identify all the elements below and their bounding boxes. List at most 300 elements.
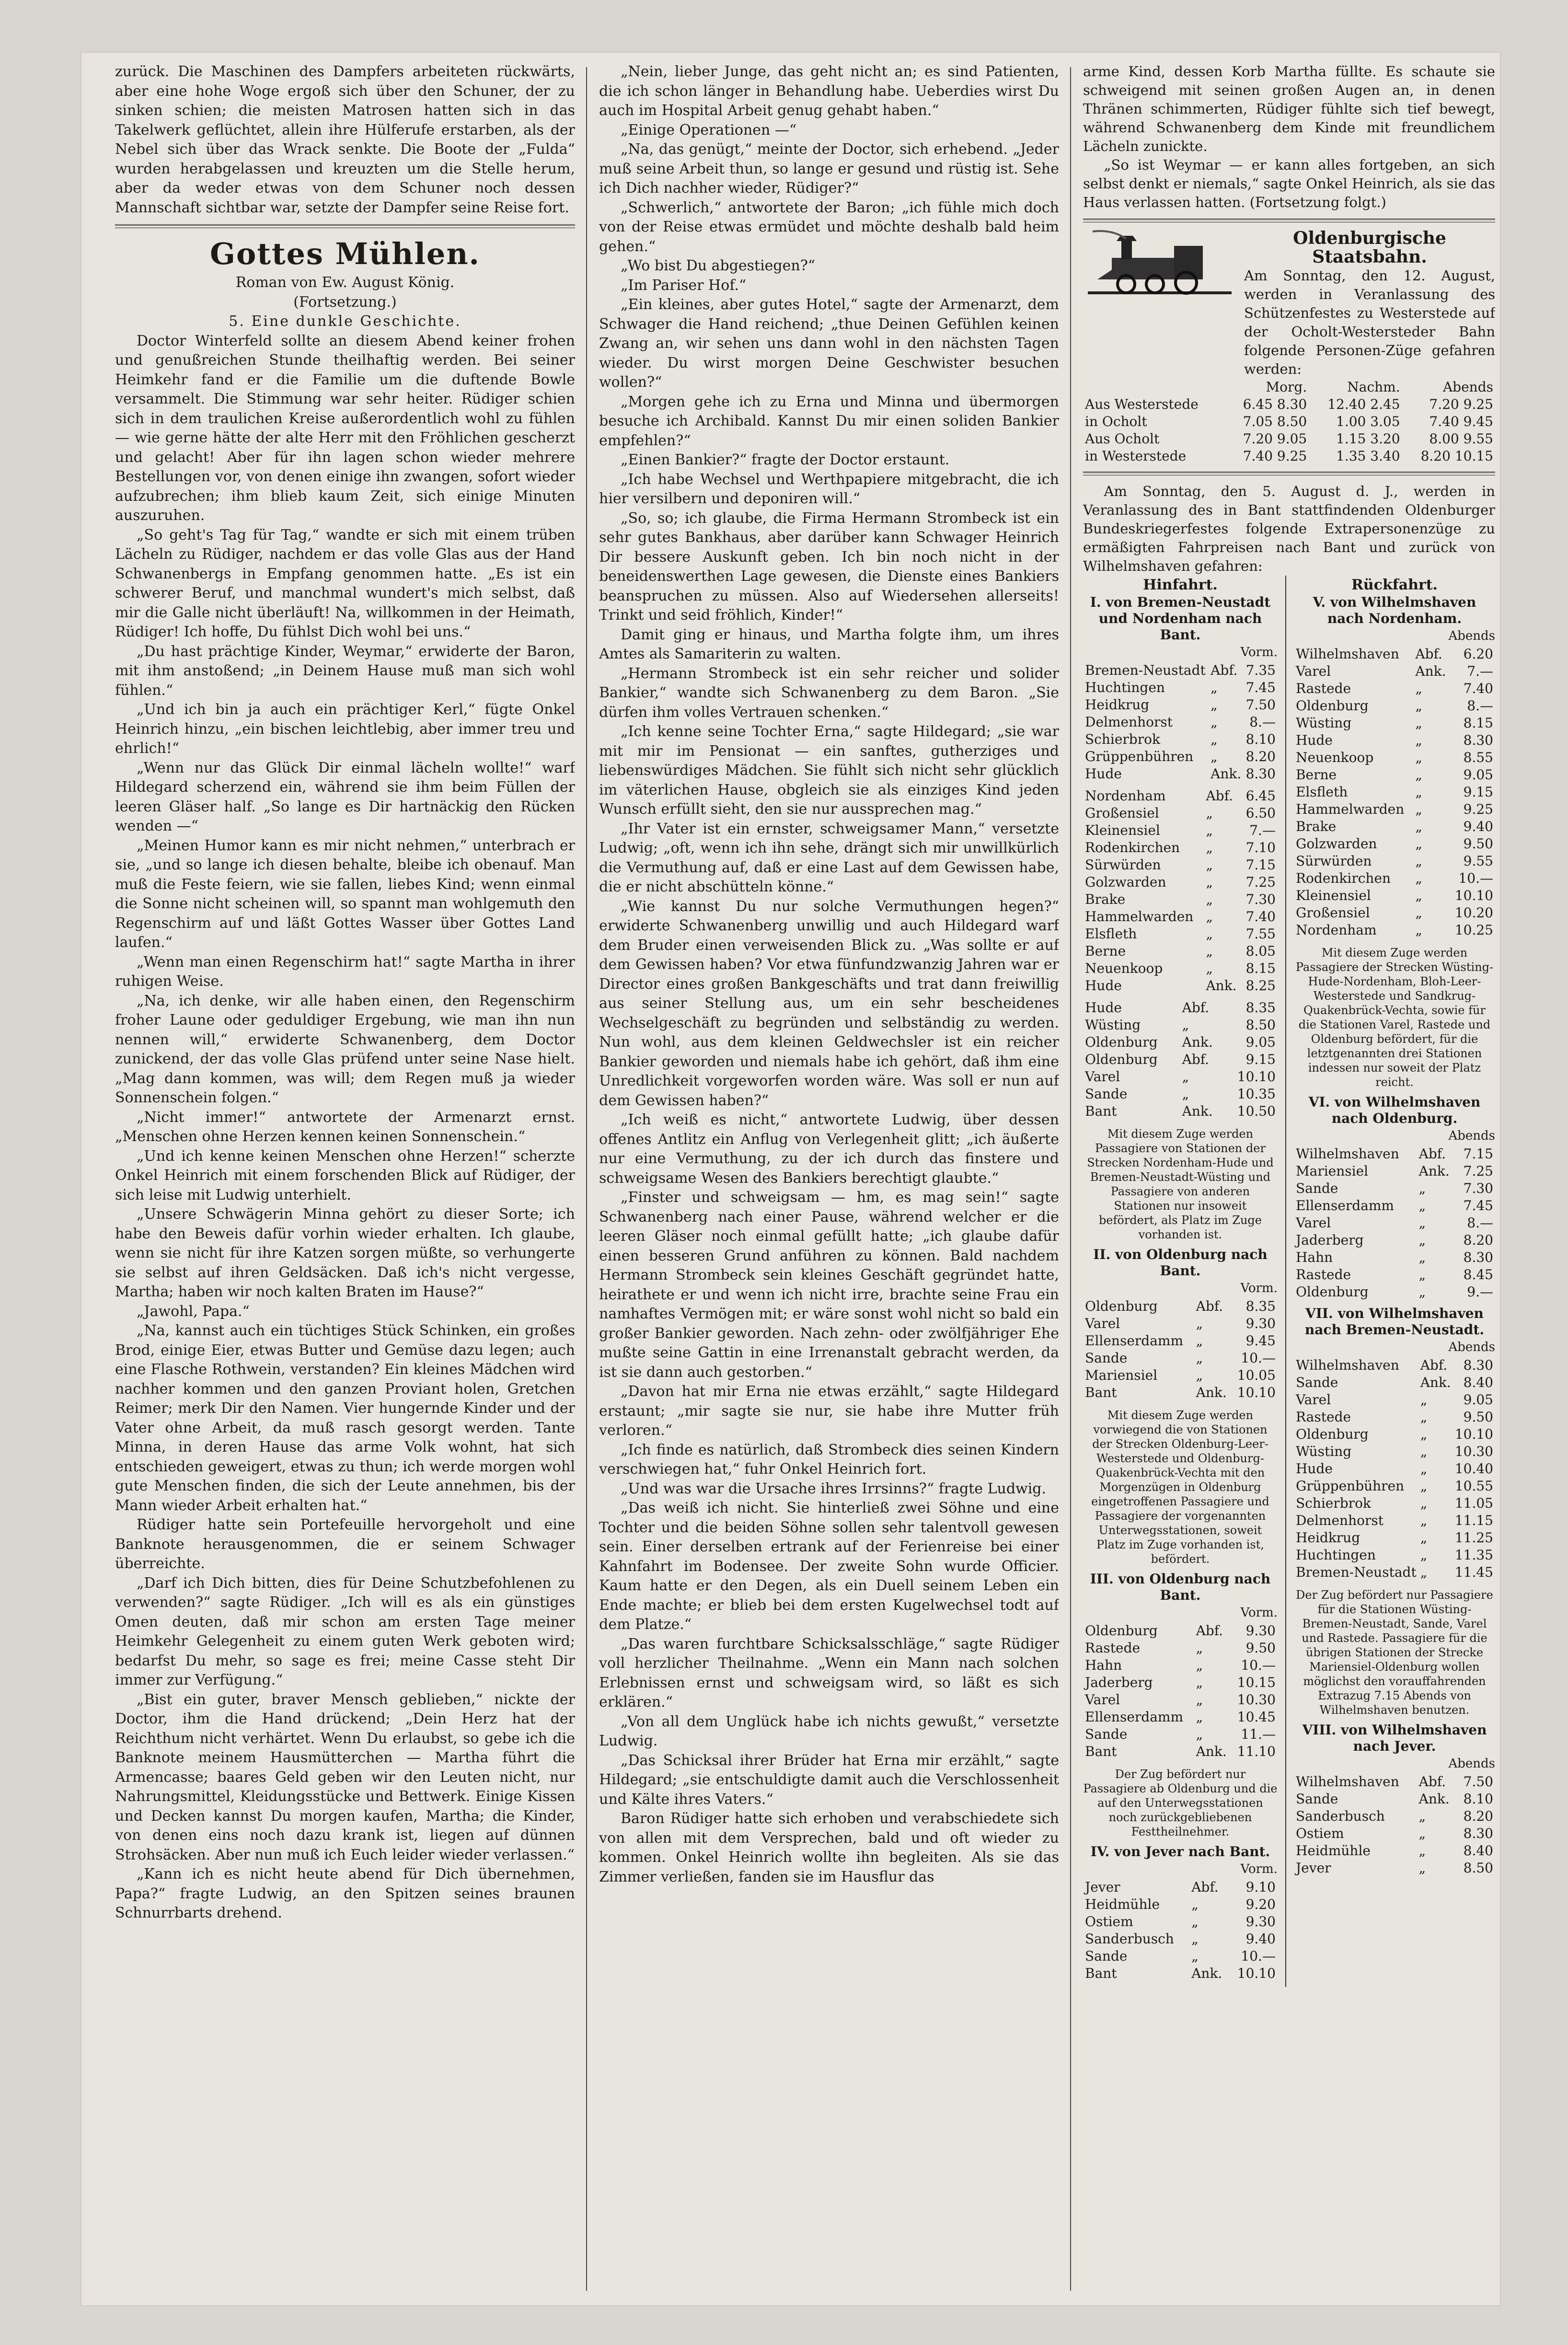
- route-title: V. von Wilhelmshaven nach Nordenham.: [1313, 594, 1476, 626]
- route-row: [1083, 1674, 1278, 1691]
- route-cell: 10.25: [1454, 922, 1493, 938]
- route-cell: „: [1415, 819, 1422, 834]
- time-label: Vorm.: [1240, 1862, 1278, 1876]
- route-cell: 7.25: [1463, 1163, 1493, 1179]
- route-cell: 8.—: [1467, 698, 1493, 714]
- route-cell: Mariensiel: [1085, 1367, 1158, 1383]
- route-cell: Berne: [1085, 943, 1126, 959]
- route-cell: Abf.: [1182, 1051, 1210, 1067]
- route-cell: „: [1182, 1017, 1189, 1033]
- column-1: [115, 62, 575, 2296]
- route-cell: Varel: [1295, 1215, 1331, 1231]
- route-cell: 11.45: [1454, 1564, 1493, 1580]
- route-row: [1294, 1357, 1495, 1374]
- spacer: [1083, 1760, 1278, 1765]
- route-cell: 10.10: [1237, 1965, 1276, 1981]
- route-row: [1294, 904, 1495, 922]
- timetable-cell: 8.00 9.55: [1429, 431, 1493, 447]
- route-row: [1294, 1808, 1495, 1825]
- route-cell: „: [1415, 784, 1422, 800]
- route-cell: 7.45: [1463, 1198, 1493, 1213]
- route-row: [1083, 1709, 1278, 1726]
- route-cell: 8.15: [1245, 960, 1276, 976]
- route-row: [1294, 1214, 1495, 1232]
- route-row: [1083, 731, 1278, 748]
- paragraph: „Von all dem Unglück habe ich nichts gewußt,“ versetzte Ludwig.: [599, 1713, 1059, 1749]
- route-cell: Kleinensiel: [1295, 888, 1371, 903]
- route-cell: 10.15: [1237, 1675, 1276, 1690]
- paragraph: „Hermann Strombeck ist ein sehr reicher und solider Bankier,“ wandte sich Schwanenberg zu dem Baron. „Sie dürfen ihm volles Vertrauen schenken.“: [599, 665, 1059, 721]
- timetable-header: Morg.: [1266, 379, 1307, 395]
- route-row: [1294, 784, 1495, 801]
- route-cell: Ank.: [1418, 1791, 1450, 1807]
- route-note: Der Zug befördert nur Passagiere ab Oldenburg und die auf den Unterwegsstationen noch zurückgebliebenen Festtheilnehmer.: [1083, 1767, 1278, 1838]
- route-table: [1294, 1357, 1495, 1581]
- paragraph: „Ich weiß es nicht,“ antwortete Ludwig, über dessen offenes Antlitz ein Anflug von Verlegenheit glitt; „ich äußerte nur eine Vermuthung, zu der ich durch das finstere und schweigsame Wesen des Bankiers berechtigt glaubte.“: [599, 1111, 1059, 1187]
- route-cell: 8.50: [1245, 1017, 1276, 1033]
- timetable-header: Nachm.: [1347, 379, 1400, 395]
- route-cell: „: [1415, 870, 1422, 886]
- route-cell: 10.35: [1237, 1086, 1276, 1102]
- route-row: [1294, 646, 1495, 663]
- route-cell: Ank.: [1418, 1163, 1450, 1179]
- route-cell: Abf.: [1415, 646, 1442, 662]
- paragraph: „Wo bist Du abgestiegen?“: [621, 257, 816, 274]
- route-cell: Jaderberg: [1085, 1675, 1153, 1690]
- route-row: [1083, 1879, 1278, 1896]
- route-cell: Wilhelmshaven: [1295, 646, 1399, 662]
- timetable-header: [1083, 379, 1226, 396]
- route-row: [1294, 1145, 1495, 1163]
- route-cell: Rastede: [1295, 1409, 1351, 1425]
- route-cell: „: [1196, 1692, 1203, 1708]
- time-label: Abends: [1448, 629, 1495, 643]
- route-cell: „: [1420, 1444, 1428, 1459]
- route-cell: Brake: [1295, 819, 1337, 834]
- route-cell: Sürwürden: [1085, 857, 1161, 873]
- route-cell: Abf.: [1206, 788, 1233, 804]
- route-cell: Ank.: [1420, 1375, 1451, 1390]
- route-cell: „: [1182, 1086, 1189, 1102]
- route-cell: „: [1206, 874, 1213, 890]
- route-cell: Wilhelmshaven: [1295, 1357, 1399, 1373]
- route-cell: Berne: [1295, 767, 1337, 783]
- route-cell: Hahn: [1295, 1249, 1333, 1265]
- route-cell: 7.—: [1467, 663, 1493, 679]
- route-row: [1083, 714, 1278, 731]
- route-row: [1083, 1367, 1278, 1384]
- route-row: [1083, 1086, 1278, 1103]
- route-row: [1083, 1315, 1278, 1332]
- route-row: [1083, 1103, 1278, 1120]
- route-row: [1294, 1547, 1495, 1564]
- route-cell: „: [1418, 1215, 1426, 1231]
- route-title: IV. von Jever nach Bant.: [1090, 1844, 1270, 1860]
- route-cell: 8.10: [1245, 731, 1276, 747]
- route-cell: 10.10: [1237, 1069, 1276, 1085]
- story-continuation: arme Kind, dessen Korb Martha füllte. Es schaute sie schweigend mit seinen großen Augen an, in denen Thränen schimmerten, Rüdiger fühlte sich tief bewegt, während Schwanenberg dem Kinde mit freundlichem Lächeln zunickte.: [1083, 63, 1495, 154]
- route-cell: 9.50: [1463, 1409, 1493, 1425]
- route-cell: Wüsting: [1295, 715, 1352, 731]
- route-row: [1294, 1249, 1495, 1266]
- timetable-hinfahrt: [1083, 576, 1278, 1987]
- route-cell: „: [1418, 1284, 1426, 1300]
- route-note: Der Zug befördert nur Passagiere für die Stationen Wüsting-Bremen-Neustadt, Sande, Varel und Rastede. Passagiere für die übrigen Stationen der Strecke Mariensiel-Oldenburg wollen möglichst den vorauffahrenden Extrazug 7.15 Abends von Wilhelmshaven benutzen.: [1296, 1588, 1493, 1717]
- paragraph: „Einige Operationen —“: [621, 121, 797, 139]
- route-row: [1294, 1529, 1495, 1547]
- time-label: Vorm.: [1240, 1281, 1278, 1295]
- route-cell: „: [1196, 1316, 1203, 1331]
- route-cell: „: [1206, 926, 1213, 942]
- column-rule: [1070, 67, 1071, 2291]
- continued-note: (Fortsetzung.): [293, 293, 397, 311]
- rueckfahrt-heading: Rückfahrt.: [1351, 577, 1438, 593]
- route-cell: „: [1206, 822, 1213, 838]
- route-cell: Ank.: [1415, 663, 1446, 679]
- paragraph: „Ich habe Wechsel und Werthpapiere mitgebracht, die ich hier versilbern und deponiren will.“: [599, 471, 1059, 507]
- route-cell: 10.45: [1237, 1709, 1276, 1725]
- route-cell: 7.50: [1245, 697, 1276, 713]
- route-row: [1294, 697, 1495, 715]
- route-cell: 8.45: [1463, 1267, 1493, 1282]
- route-cell: 10.10: [1237, 1385, 1276, 1400]
- route-cell: 10.05: [1237, 1367, 1276, 1383]
- route-cell: 11.35: [1454, 1547, 1493, 1563]
- route-cell: Varel: [1085, 1316, 1120, 1331]
- separator: [1083, 219, 1495, 222]
- route-cell: „: [1206, 805, 1213, 821]
- route-row: [1083, 960, 1278, 977]
- route-cell: „: [1206, 909, 1213, 924]
- route-cell: Ank.: [1196, 1744, 1227, 1759]
- route-title: VI. von Wilhelmshaven nach Oldenburg.: [1308, 1094, 1481, 1126]
- route-cell: 10.55: [1454, 1478, 1493, 1494]
- route-cell: „: [1415, 732, 1422, 748]
- route-row: [1294, 1443, 1495, 1460]
- paragraph: Baron Rüdiger hatte sich erhoben und verabschiedete sich von allen mit dem Versprechen, bald und oft wieder zu kommen. Onkel Heinrich wollte ihn begleiten. Als sie das Zimmer verließen, fanden sie im Hausflur das: [599, 1810, 1059, 1885]
- timetable-cell: 7.20 9.05: [1243, 431, 1307, 447]
- timetable-cell: 12.40 2.45: [1327, 396, 1400, 412]
- route-row: [1083, 1640, 1278, 1657]
- route-cell: Ostiem: [1295, 1825, 1344, 1841]
- route-row: [1083, 1726, 1278, 1743]
- route-note: Mit diesem Zuge werden vorwiegend die von Stationen der Strecken Oldenburg-Leer-Westerstede und Oldenburg-Quakenbrück-Vechta mit den Morgenzügen in Oldenburg eingetroffenen Passagiere und Passagiere der vorgenannten Unterwegsstationen, soweit Platz im Zuge vorhanden ist, befördert.: [1091, 1409, 1269, 1566]
- route-cell: Sande: [1295, 1375, 1338, 1390]
- route-cell: 8.30: [1463, 1357, 1493, 1373]
- route-cell: Hahn: [1085, 1657, 1122, 1673]
- route-cell: Abf.: [1196, 1623, 1223, 1639]
- spacer: [1083, 994, 1278, 999]
- route-cell: 9.05: [1463, 1392, 1493, 1408]
- route-cell: 7.—: [1249, 822, 1276, 838]
- route-cell: 8.10: [1463, 1791, 1493, 1807]
- route-cell: „: [1420, 1530, 1428, 1546]
- route-cell: Abf.: [1211, 662, 1238, 678]
- route-table: [1083, 999, 1278, 1120]
- route-cell: Ank.: [1191, 1965, 1222, 1981]
- timetable-schuetzenfest: [1083, 379, 1495, 465]
- route-cell: 9.15: [1463, 784, 1493, 800]
- route-row: [1294, 801, 1495, 818]
- route-cell: Ellenserdamm: [1295, 1198, 1394, 1213]
- route-cell: „: [1211, 749, 1218, 764]
- route-row: [1083, 874, 1278, 891]
- paragraph: „Ein kleines, aber gutes Hotel,“ sagte der Armenarzt, dem Schwager die Hand reichend; „thue Deinen Gefühlen keinen Zwang an, wir sehen uns dann wohl in den nächsten Tagen wieder. Du wirst morgen Deine Geschwister besuchen wollen?“: [599, 296, 1059, 391]
- route-cell: 8.50: [1463, 1860, 1493, 1876]
- paragraph: „Nicht immer!“ antwortete der Armenarzt ernst. „Menschen ohne Herzen kennen keinen Sonnenschein.“: [115, 1109, 575, 1145]
- time-label: Abends: [1448, 1756, 1495, 1771]
- route-cell: 8.35: [1245, 1298, 1276, 1314]
- route-title: III. von Oldenburg nach Bant.: [1090, 1571, 1271, 1603]
- route-row: [1083, 1948, 1278, 1965]
- route-cell: Oldenburg: [1295, 1426, 1369, 1442]
- route-cell: Großensiel: [1085, 805, 1159, 821]
- route-cell: Elsfleth: [1295, 784, 1348, 800]
- route-cell: „: [1415, 922, 1422, 938]
- paragraph: „Und ich bin ja auch ein prächtiger Kerl,“ fügte Onkel Heinrich hinzu, „ein bischen leichtlebig, aber immer treu und ehrlich!“: [115, 701, 575, 757]
- route-cell: 9.10: [1245, 1879, 1276, 1895]
- route-cell: „: [1415, 767, 1422, 783]
- hinfahrt-heading: Hinfahrt.: [1143, 577, 1218, 593]
- route-cell: Jaderberg: [1295, 1232, 1364, 1248]
- route-row: [1083, 1657, 1278, 1674]
- route-cell: 8.20: [1463, 1808, 1493, 1824]
- route-row: [1294, 1478, 1495, 1495]
- route-cell: 11.15: [1454, 1513, 1493, 1528]
- route-row: [1083, 891, 1278, 908]
- paragraph: „Kann ich es nicht heute abend für Dich übernehmen, Papa?“ fragte Ludwig, an den Spitzen seines braunen Schnurrbarts drehend.: [115, 1866, 575, 1921]
- route-cell: Hude: [1085, 766, 1122, 782]
- route-cell: Wüsting: [1295, 1444, 1352, 1459]
- route-cell: 9.20: [1245, 1896, 1276, 1912]
- route-row: [1294, 1283, 1495, 1301]
- time-label: Abends: [1448, 1340, 1495, 1354]
- route-cell: „: [1191, 1948, 1199, 1964]
- route-cell: 9.50: [1245, 1640, 1276, 1656]
- paragraph: „So geht's Tag für Tag,“ wandte er sich mit einem trüben Lächeln zu Rüdiger, nachdem er das volle Glas aus der Hand Schwanenbergs in Empfang genommen hatte. „Es ist ein schwerer Beruf, und manchmal wundert's mich selbst, daß mir die Galle nicht überläuft! Na, willkommen in der Heimath, Rüdiger! Ich hoffe, Du fühlst Dich wohl bei uns.“: [115, 526, 575, 640]
- route-row: [1294, 1495, 1495, 1512]
- timetable-row: [1083, 430, 1495, 448]
- route-cell: 7.15: [1245, 857, 1276, 873]
- route-cell: Sande: [1295, 1791, 1338, 1807]
- route-cell: 9.40: [1245, 1931, 1276, 1947]
- route-row: [1294, 1197, 1495, 1214]
- paragraph: Rüdiger hatte sein Portefeuille hervorgeholt und eine Banknote herausgenommen, die er seinem Schwager überreichte.: [115, 1516, 575, 1572]
- route-cell: „: [1420, 1495, 1428, 1511]
- route-cell: „: [1206, 840, 1213, 855]
- route-cell: Grüppenbühren: [1085, 749, 1194, 764]
- route-cell: Sanderbusch: [1295, 1808, 1385, 1824]
- route-cell: Hammelwarden: [1295, 801, 1405, 817]
- timetable-cell: in Westerstede: [1085, 448, 1187, 464]
- route-cell: Ank.: [1182, 1103, 1213, 1119]
- route-note: Mit diesem Zuge werden Passagiere der Strecken Wüsting-Hude-Nordenham, Bloh-Leer-Westerstede und Sandkrug-Quakenbrück-Vechta, sowie für die Stationen Varel, Rastede und Oldenburg befördert, für die letztgenannten drei Stationen indessen nur soweit der Platz reicht.: [1295, 946, 1494, 1089]
- route-cell: Abf.: [1418, 1774, 1446, 1790]
- route-cell: Rodenkirchen: [1295, 870, 1391, 886]
- route-cell: Wüsting: [1085, 1017, 1141, 1033]
- timetable-cell: Aus Ocholt: [1085, 431, 1160, 447]
- route-cell: Neuenkoop: [1085, 960, 1163, 976]
- route-cell: 11.10: [1237, 1744, 1276, 1759]
- paragraph: „Unsere Schwägerin Minna gehört zu dieser Sorte; ich habe den Beweis dafür vorhin wieder erhalten. Ich glaube, wenn sie nicht für ihre Katzen sorgen müßte, so verhungerte sie selbst auf ihren Geldsäcken. Daß ich's nicht vergesse, Martha; haben wir noch kalten Braten im Hause?“: [115, 1206, 575, 1300]
- route-cell: Neuenkoop: [1295, 750, 1374, 765]
- chapter-heading: 5. Eine dunkle Geschichte.: [229, 313, 461, 330]
- route-row: [1294, 1163, 1495, 1180]
- route-row: [1294, 1374, 1495, 1391]
- route-row: [1083, 1034, 1278, 1051]
- paragraph: „Nein, lieber Junge, das geht nicht an; es sind Patienten, die ich schon länger in Behandlung habe. Ueberdies wirst Du auch im Hospital Arbeit genug gehabt haben.“: [599, 63, 1059, 119]
- timetable-header: Abends: [1442, 379, 1493, 395]
- timetable-cell: Aus Westerstede: [1085, 396, 1199, 412]
- route-cell: Bant: [1085, 1744, 1117, 1759]
- route-table: [1294, 1145, 1495, 1301]
- route-cell: 7.55: [1245, 926, 1276, 942]
- route-cell: Bant: [1085, 1385, 1117, 1400]
- route-cell: „: [1420, 1392, 1428, 1408]
- newspaper-page: [81, 53, 1500, 2305]
- route-row: [1083, 999, 1278, 1017]
- route-cell: 10.10: [1454, 888, 1493, 903]
- route-cell: „: [1415, 888, 1422, 903]
- paragraph: „Na, ich denke, wir alle haben einen, den Regenschirm froher Laune oder geduldiger Ergebung, wie man ihn nun nennen will,“ erwiderte Schwanenberg, dem Doctor zunickend, der das volle Glas prüfend unter seine Nase hielt. „Mag dann kommen, was will; dem Regen muß ja wieder Sonnenschein folgen.“: [115, 992, 575, 1106]
- route-cell: „: [1418, 1180, 1426, 1196]
- ad-title: Oldenburgische Staatsbahn.: [1293, 228, 1446, 267]
- route-row: [1294, 1512, 1495, 1529]
- route-cell: 9.50: [1463, 836, 1493, 852]
- timetable-cell: 6.45 8.30: [1243, 396, 1307, 412]
- timetable-cell: 1.35 3.40: [1336, 448, 1400, 464]
- spacer: [1083, 1120, 1278, 1125]
- route-row: [1294, 1860, 1495, 1877]
- route-cell: „: [1206, 857, 1213, 873]
- route-row: [1294, 835, 1495, 853]
- route-cell: Sürwürden: [1295, 853, 1372, 869]
- route-cell: 7.30: [1245, 891, 1276, 907]
- route-cell: Sande: [1085, 1726, 1128, 1742]
- route-row: [1294, 818, 1495, 835]
- route-cell: „: [1196, 1675, 1203, 1690]
- route-cell: Golzwarden: [1295, 836, 1377, 852]
- route-row: [1294, 1266, 1495, 1283]
- railway-ad: [1083, 229, 1495, 379]
- route-cell: Sande: [1085, 1086, 1128, 1102]
- timetable-cell: 7.20 9.25: [1429, 396, 1493, 412]
- paragraph: „Das Schicksal ihrer Brüder hat Erna mir erzählt,“ sagte Hildegard; „sie entschuldigte damit auch die Verschlossenheit und Kälte ihres Vaters.“: [599, 1752, 1059, 1808]
- route-cell: „: [1182, 1069, 1189, 1085]
- paragraph: „Wenn man einen Regenschirm hat!“ sagte Martha in ihrer ruhigen Weise.: [115, 953, 575, 990]
- route-cell: Varel: [1295, 1392, 1331, 1408]
- route-row: [1083, 943, 1278, 960]
- route-cell: 7.50: [1463, 1774, 1493, 1790]
- paragraph: „Finster und schweigsam — hm, es mag sein!“ sagte Schwanenberg nach einer Pause, während welcher er die leeren Gläser noch einmal gefüllt hatte; „ich glaube dafür einen besseren Grund anführen zu können. Bald nachdem Hermann Strombeck sein kleines Geschäft gegründet hatte, heirathete er und wenn ich nicht irre, brachte seine Frau ein namhaftes Vermögen mit; er wäre sonst wohl nicht so bald ein großer Bankier geworden. Nach zehn- oder zwölfjähriger Ehe mußte seine Gattin in eine Irrenanstalt gebracht werden, da ist sie dann auch gestorben.“: [599, 1189, 1059, 1381]
- paragraph: „Darf ich Dich bitten, dies für Deine Schutzbefohlenen zu verwenden?“ sagte Rüdiger. „Ich will es als ein günstiges Omen deuten, daß mir schon am ersten Tage meiner Heimkehr Gelegenheit zu einem guten Werk geboten wird; bedarfst Du mehr, so sage es frei; meine Casse steht Dir immer zur Verfügung.“: [115, 1574, 575, 1688]
- novel-body-continued: [599, 62, 1059, 1887]
- route-row: [1083, 1298, 1278, 1315]
- route-note: Mit diesem Zuge werden Passagiere von Stationen der Strecken Nordenham-Hude und Bremen-Neustadt-Wüsting und Passagiere von anderen Stationen nur insoweit befördert, als Platz im Zuge vorhanden ist.: [1087, 1127, 1274, 1241]
- route-cell: 9.25: [1463, 801, 1493, 817]
- route-cell: Jever: [1295, 1860, 1331, 1876]
- timetable-cell: 7.40 9.45: [1429, 414, 1493, 429]
- route-cell: Abf.: [1191, 1879, 1219, 1895]
- paragraph: „Jawohl, Papa.“: [137, 1303, 250, 1320]
- route-cell: 8.05: [1245, 943, 1276, 959]
- route-row: [1083, 1896, 1278, 1913]
- route-cell: Heidkrug: [1085, 697, 1150, 713]
- route-row: [1083, 679, 1278, 696]
- route-row: [1083, 1332, 1278, 1350]
- route-cell: Rodenkirchen: [1085, 840, 1180, 855]
- timetable-cell: 1.00 3.05: [1336, 414, 1400, 429]
- paragraph: „Und was war die Ursache ihres Irrsinns?“ fragte Ludwig.: [621, 1480, 1047, 1497]
- route-cell: 11.05: [1454, 1495, 1493, 1511]
- route-cell: Ostiem: [1085, 1914, 1133, 1929]
- route-cell: 9.05: [1245, 1034, 1276, 1050]
- locomotive-icon: [1083, 229, 1236, 301]
- route-row: [1083, 787, 1278, 805]
- route-row: [1294, 732, 1495, 749]
- route-cell: 9.—: [1467, 1284, 1493, 1300]
- route-cell: 7.15: [1463, 1146, 1493, 1162]
- route-cell: „: [1415, 905, 1422, 921]
- route-cell: Sande: [1085, 1350, 1128, 1366]
- route-row: [1083, 925, 1278, 943]
- route-row: [1294, 766, 1495, 784]
- novel-author: Roman von Ew. August König.: [235, 274, 455, 291]
- route-cell: 11.—: [1241, 1726, 1276, 1742]
- route-cell: Oldenburg: [1295, 698, 1369, 714]
- route-row: [1294, 663, 1495, 680]
- route-cell: 6.50: [1245, 805, 1276, 821]
- route-table: [1083, 787, 1278, 994]
- route-cell: 8.30: [1463, 1249, 1493, 1265]
- paragraph: „Schwerlich,“ antwortete der Baron; „ich fühle mich doch von der Reise etwas ermüdet und möchte deshalb bald heim gehen.“: [599, 199, 1059, 255]
- route-table: [1083, 1298, 1278, 1401]
- route-cell: 7.10: [1245, 840, 1276, 855]
- paragraph: „Wenn nur das Glück Dir einmal lächeln wollte!“ warf Hildegard scherzend ein, während sie ihm beim Füllen der leeren Gläser half. „So lange es Dir hartnäckig den Rücken wenden —“: [115, 759, 575, 834]
- route-cell: „: [1211, 680, 1218, 695]
- route-row: [1083, 1913, 1278, 1930]
- route-cell: „: [1420, 1478, 1428, 1494]
- route-row: [1294, 1232, 1495, 1249]
- route-cell: Varel: [1085, 1069, 1120, 1085]
- route-cell: 11.25: [1454, 1530, 1493, 1546]
- route-cell: Sande: [1295, 1180, 1338, 1196]
- route-cell: 7.40: [1245, 909, 1276, 924]
- paragraph: „Meinen Humor kann es mir nicht nehmen,“ unterbrach er sie, „und so lange ich diesen behalte, bleibe ich obenauf. Man muß die Feste feiern, wie sie fallen, liebes Kind; wenn einmal die Sonne nicht scheinen will, so spannt man wohlgemuth den Regenschirm auf und läßt Gottes Wasser über Gottes Land laufen.“: [115, 837, 575, 951]
- route-cell: 9.55: [1463, 853, 1493, 869]
- route-row: [1294, 1409, 1495, 1426]
- route-row: [1294, 922, 1495, 939]
- route-cell: Elsfleth: [1085, 926, 1137, 942]
- route-cell: „: [1196, 1333, 1203, 1349]
- route-row: [1083, 1965, 1278, 1982]
- paragraph: „Das waren furchtbare Schicksalsschläge,“ sagte Rüdiger voll herzlicher Theilnahme. „Wenn ein Mann nach solchen Erlebnissen ernst und schweigsam wird, so läßt es sich erklären.“: [599, 1635, 1059, 1710]
- paragraph: Damit ging er hinaus, und Martha folgte ihm, um ihres Amtes als Samariterin zu walten.: [599, 626, 1059, 662]
- route-cell: 7.45: [1245, 680, 1276, 695]
- route-row: [1294, 1564, 1495, 1581]
- route-cell: Delmenhorst: [1295, 1513, 1384, 1528]
- route-cell: Varel: [1295, 663, 1331, 679]
- spacer: [1294, 1581, 1495, 1586]
- route-cell: 10.10: [1454, 1426, 1493, 1442]
- route-cell: Brake: [1085, 891, 1126, 907]
- route-cell: Oldenburg: [1085, 1051, 1158, 1067]
- route-cell: 8.55: [1463, 750, 1493, 765]
- route-cell: Großensiel: [1295, 905, 1370, 921]
- route-cell: 8.20: [1463, 1232, 1493, 1248]
- route-title: II. von Oldenburg nach Bant.: [1093, 1247, 1268, 1279]
- route-cell: 7.30: [1463, 1180, 1493, 1196]
